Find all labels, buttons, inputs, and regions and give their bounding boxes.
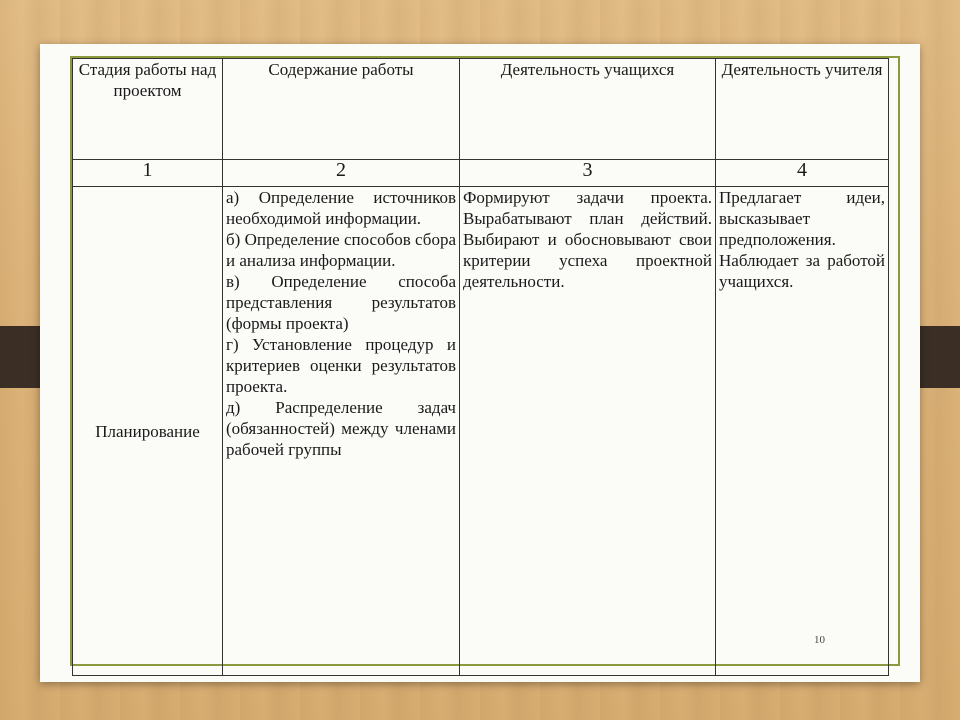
teacher-item: Наблюдает за работой учащихся. [719,251,885,291]
teacher-cell [716,187,889,676]
header-students: Деятельность учащихся [460,59,716,160]
content-cell [223,187,460,676]
content-item: в) Определение способа представления результатов (формы проекта) [226,272,456,333]
column-number: 4 [716,160,889,187]
project-stages-table [72,58,889,676]
content-item: г) Установление процедур и критериев оценки результатов проекта. [226,335,456,396]
students-cell [460,187,716,676]
column-number: 2 [223,160,460,187]
header-content: Содержание работы [223,59,460,160]
page-number: 10 [814,634,825,646]
header-stage: Стадия работы над проектом [73,59,223,160]
column-number: 1 [73,160,223,187]
content-item: б) Определение способов сбора и анализа информации. [226,230,456,270]
header-teacher: Деятельность учителя [716,59,889,160]
number-row [73,160,889,187]
content-item: д) Распределение задач (обязанностей) между членами рабочей группы [226,398,456,459]
planning-row [73,187,889,676]
stage-cell: Планирование [73,187,223,676]
header-row [73,59,889,160]
slide-paper [40,44,920,682]
students-text: Формируют задачи проекта. Вырабатывают план действий. Выбирают и обосновывают свои критерии успеха проектной деятельности. [463,188,712,291]
teacher-item: Предлагает идеи, высказывает предположения. [719,188,885,249]
content-item: а) Определение источников необходимой информации. [226,188,456,228]
column-number: 3 [460,160,716,187]
